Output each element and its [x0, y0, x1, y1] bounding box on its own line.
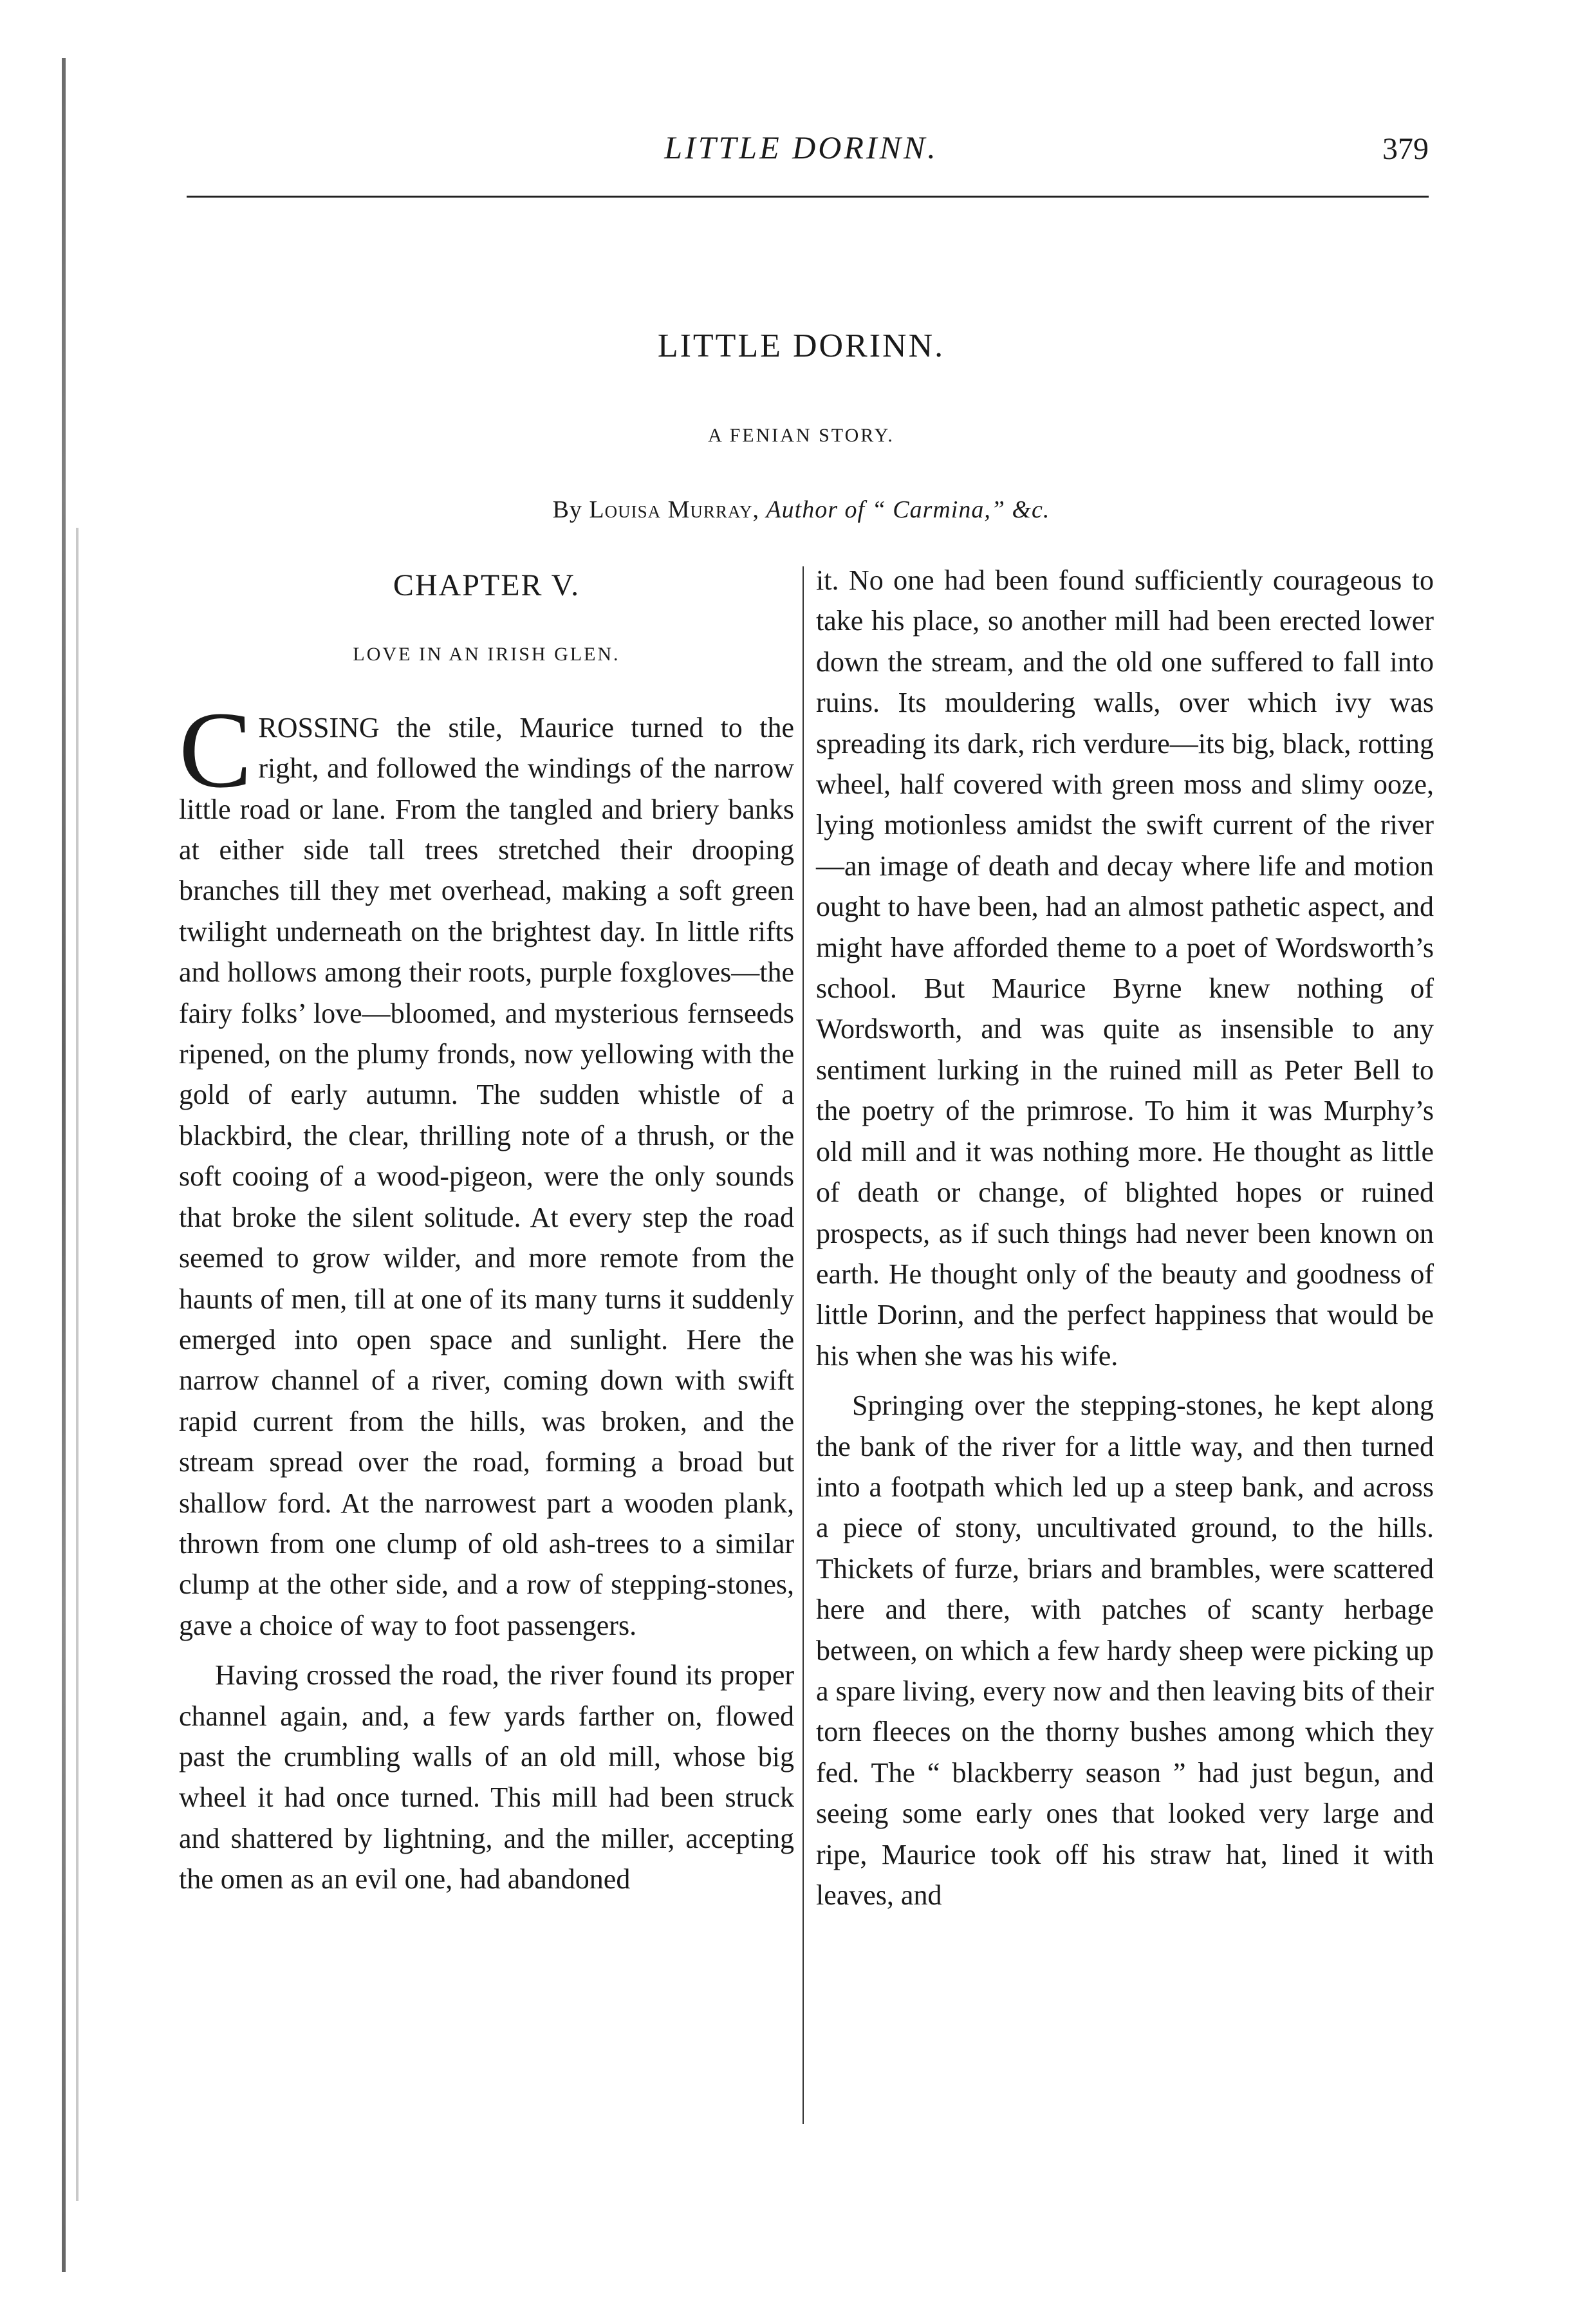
column-divider [803, 566, 804, 2124]
chapter-subheading: LOVE IN AN IRISH GLEN. [353, 644, 620, 665]
running-head-title: LITTLE DORINN. [664, 129, 938, 165]
byline-by: By [552, 496, 589, 523]
byline-comma: , [752, 496, 766, 523]
paragraph-2: Having crossed the road, the river found its proper channel again, and, a few yards farther on, flowed past the crumbling walls of an old mill, whose big wheel it had once turned. This mill had been struck and shattered by lightning, and the miller, accepting the omen as an evil one, had abandoned [179, 1659, 794, 1895]
page-binding-edge [62, 58, 66, 2272]
byline-credit: Author of “ Carmina,” &c. [766, 496, 1050, 523]
running-head [174, 129, 1429, 187]
chapter-heading: CHAPTER V. [393, 568, 580, 602]
story-title: LITTLE DORINN. [657, 328, 945, 364]
right-column [816, 560, 1434, 1915]
left-column [179, 560, 794, 1900]
paragraph-4: Springing over the stepping-stones, he kept along the bank of the river for a little way, and then turned into a footpath which led up a steep bank, and across a piece of stony, uncultivated ground, to the hills. Thickets of furze, briars and brambles, were scattered here and there, with patches of scanty herbage between, on which a few hardy sheep were picking up a spare living, every now and then leaving bits of their torn fleeces on the thorny bushes among which they fed. The “ blackberry season ” had just begun, and seeing some early ones that looked very large and ripe, Maurice took off his straw hat, lined it with leaves, and [816, 1390, 1434, 1911]
byline [174, 496, 1429, 524]
header-rule [187, 196, 1429, 198]
story-subtitle: A FENIAN STORY. [708, 425, 895, 446]
page-binding-shadow [76, 528, 79, 2201]
drop-cap: C [179, 689, 252, 810]
paragraph-1 [179, 689, 794, 1646]
byline-author: Louisa Murray [589, 496, 753, 523]
page-number: 379 [1382, 132, 1429, 166]
paragraph-1-text: ROSSING the stile, Maurice turned to the right, and followed the windings of the narrow little road or lane. From the tangled and briery banks at either side tall trees stretched their drooping branches till they met overhead, making a soft green twilight underneath on the brightest day. In little rifts and hollows among their roots, purple foxgloves—the fairy folks’ love—bloomed, and mysterious fernseeds ripened, on the plumy fronds, now yellowing with the gold of early autumn. The sudden whistle of a blackbird, the clear, thrilling note of a thrush, or the soft cooing of a wood-pigeon, were the only sounds that broke the silent solitude. At every step the road seemed to grow wilder, and more remote from the haunts of men, till at one of its many turns it suddenly emerged into open space and sunlight. Here the narrow channel of a river, coming down with swift rapid current from the hills, was broken, and the stream spread over the road, forming a broad but shallow ford. At the narrowest part a wooden plank, thrown from one clump of old ash-trees to a similar clump at the other side, and a row of stepping-stones, gave a choice of way to foot passengers. [179, 711, 794, 1641]
paragraph-3: it. No one had been found sufficiently courageous to take his place, so another mill had been erected lower down the stream, and the old one suffered to fall into ruins. Its mouldering walls, over which ivy was spreading its dark, rich verdure—its big, black, rotting wheel, half covered with green moss and slimy ooze, lying motionless amidst the swift current of the river—an image of death and decay where life and motion ought to have been, had an almost pathetic aspect, and might have afforded theme to a poet of Wordsworth’s school. But Maurice Byrne knew nothing of Wordsworth, and was quite as insensible to any sentiment lurking in the ruined mill as Peter Bell to the poetry of the primrose. To him it was Murphy’s old mill and it was nothing more. He thought as little of death or change, of blighted hopes or ruined prospects, as if such things had never been known on earth. He thought only of the beauty and goodness of little Dorinn, and the perfect happiness that would be his when she was his wife. [816, 564, 1434, 1372]
